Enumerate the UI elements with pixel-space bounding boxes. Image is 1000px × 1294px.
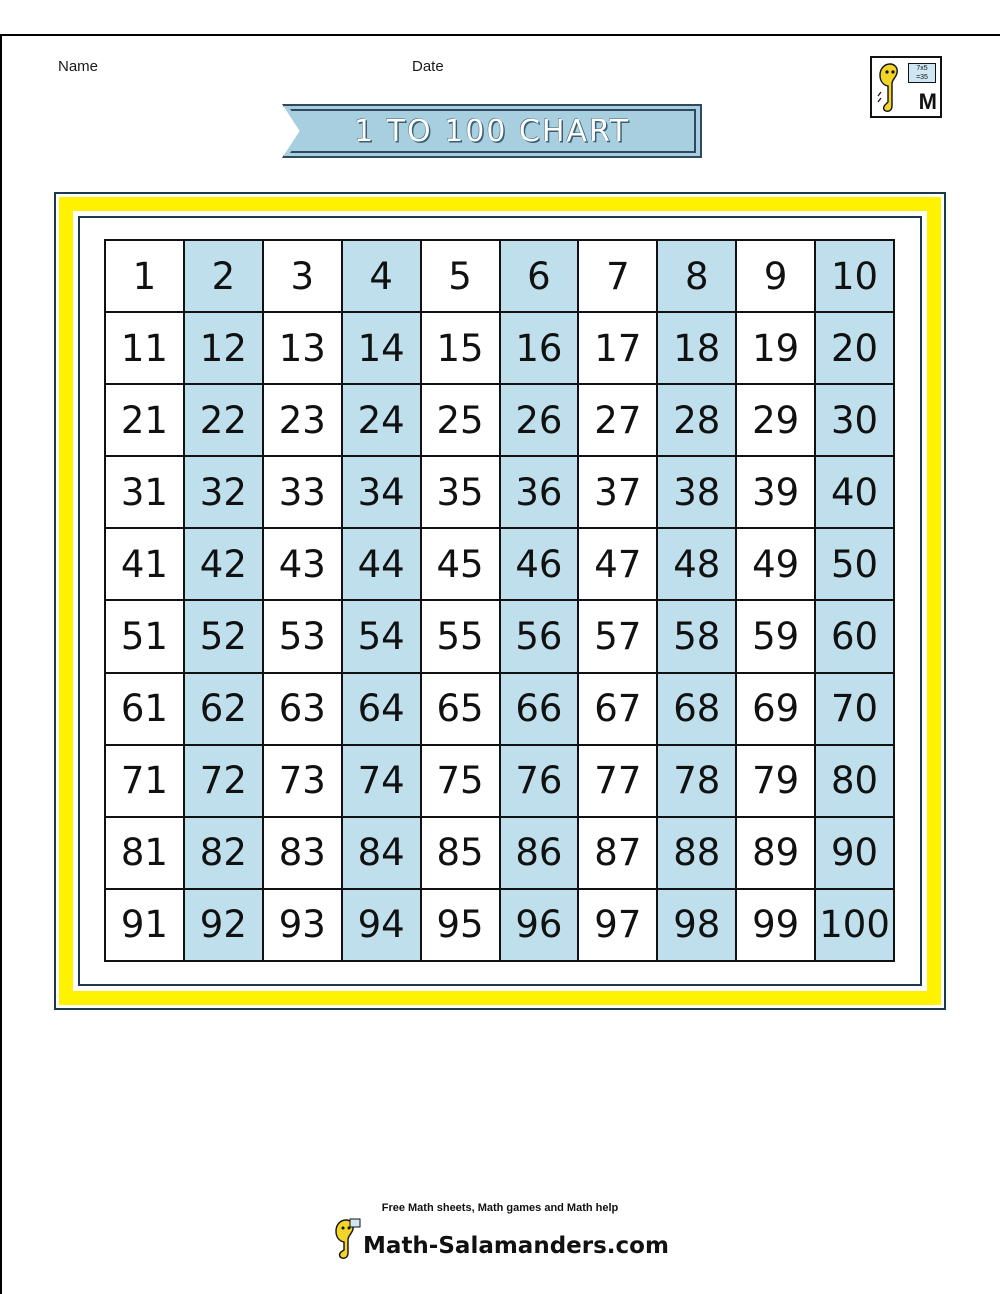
chart-cell: 58 (658, 601, 737, 673)
chart-cell: 27 (579, 385, 658, 457)
chart-cell: 67 (579, 674, 658, 746)
chart-cell: 5 (422, 241, 501, 313)
chart-cell: 88 (658, 818, 737, 890)
chart-cell: 18 (658, 313, 737, 385)
chart-cell: 57 (579, 601, 658, 673)
chart-cell: 35 (422, 457, 501, 529)
chart-cell: 65 (422, 674, 501, 746)
chart-cell: 17 (579, 313, 658, 385)
chart-cell: 55 (422, 601, 501, 673)
salamander-footer-icon (331, 1217, 361, 1261)
logo-badge (870, 56, 942, 118)
chart-cell: 29 (737, 385, 816, 457)
chart-cell: 94 (343, 890, 422, 962)
chart-cell: 86 (501, 818, 580, 890)
chart-cell: 70 (816, 674, 895, 746)
chart-cell: 71 (106, 746, 185, 818)
chart-cell: 89 (737, 818, 816, 890)
chart-cell: 60 (816, 601, 895, 673)
chart-cell: 16 (501, 313, 580, 385)
chart-cell: 98 (658, 890, 737, 962)
chart-cell: 13 (264, 313, 343, 385)
footer-tagline: Free Math sheets, Math games and Math help (381, 1202, 619, 1214)
chart-cell: 90 (816, 818, 895, 890)
chart-cell: 38 (658, 457, 737, 529)
title-banner (282, 104, 702, 158)
chart-cell: 11 (106, 313, 185, 385)
page-title: 1 TO 100 CHART (354, 113, 630, 149)
chart-cell: 64 (343, 674, 422, 746)
chart-cell: 96 (501, 890, 580, 962)
chart-cell: 92 (185, 890, 264, 962)
chart-cell: 50 (816, 529, 895, 601)
chart-cell: 20 (816, 313, 895, 385)
chart-cell: 99 (737, 890, 816, 962)
chart-cell: 23 (264, 385, 343, 457)
chart-cell: 25 (422, 385, 501, 457)
page-top-rule (0, 34, 1000, 36)
chart-cell: 19 (737, 313, 816, 385)
chart-cell: 26 (501, 385, 580, 457)
chart-cell: 69 (737, 674, 816, 746)
chart-cell: 1 (106, 241, 185, 313)
chart-cell: 15 (422, 313, 501, 385)
chart-cell: 75 (422, 746, 501, 818)
chart-cell: 28 (658, 385, 737, 457)
chart-cell: 6 (501, 241, 580, 313)
chart-cell: 36 (501, 457, 580, 529)
chart-cell: 82 (185, 818, 264, 890)
chart-cell: 48 (658, 529, 737, 601)
salamander-mascot-icon (877, 62, 903, 114)
chart-cell: 47 (579, 529, 658, 601)
chart-cell: 7 (579, 241, 658, 313)
chart-cell: 39 (737, 457, 816, 529)
chart-cell: 44 (343, 529, 422, 601)
footer-brand: Math-Salamanders.com (363, 1233, 669, 1259)
chart-cell: 42 (185, 529, 264, 601)
chart-cell: 51 (106, 601, 185, 673)
chart-cell: 30 (816, 385, 895, 457)
chart-cell: 54 (343, 601, 422, 673)
chart-cell: 12 (185, 313, 264, 385)
page-left-rule (0, 34, 2, 1294)
chart-cell: 22 (185, 385, 264, 457)
chart-cell: 97 (579, 890, 658, 962)
chart-cell: 59 (737, 601, 816, 673)
chart-cell: 32 (185, 457, 264, 529)
chart-cell: 93 (264, 890, 343, 962)
name-label: Name (58, 58, 99, 75)
chart-cell: 52 (185, 601, 264, 673)
chart-cell: 84 (343, 818, 422, 890)
chart-cell: 33 (264, 457, 343, 529)
chart-cell: 85 (422, 818, 501, 890)
footer-brand-row (331, 1215, 669, 1259)
chart-cell: 37 (579, 457, 658, 529)
brand-mark-icon: M (918, 89, 936, 114)
chalkboard-icon: 7x5 =35 (908, 63, 936, 83)
chart-cell: 73 (264, 746, 343, 818)
chart-cell: 95 (422, 890, 501, 962)
chart-cell: 31 (106, 457, 185, 529)
chart-cell: 14 (343, 313, 422, 385)
chart-cell: 9 (737, 241, 816, 313)
chart-cell: 46 (501, 529, 580, 601)
chart-cell: 40 (816, 457, 895, 529)
chart-cell: 53 (264, 601, 343, 673)
chart-cell: 81 (106, 818, 185, 890)
chart-cell: 100 (816, 890, 895, 962)
chart-cell: 43 (264, 529, 343, 601)
worksheet-footer (0, 1202, 1000, 1264)
chart-cell: 72 (185, 746, 264, 818)
chart-cell: 63 (264, 674, 343, 746)
chart-cell: 34 (343, 457, 422, 529)
chart-cell: 24 (343, 385, 422, 457)
chart-cell: 78 (658, 746, 737, 818)
date-label: Date (412, 58, 444, 75)
chart-cell: 61 (106, 674, 185, 746)
chart-cell: 62 (185, 674, 264, 746)
chart-cell: 80 (816, 746, 895, 818)
chart-cell: 87 (579, 818, 658, 890)
chart-cell: 8 (658, 241, 737, 313)
chart-cell: 91 (106, 890, 185, 962)
chart-cell: 74 (343, 746, 422, 818)
chart-cell: 68 (658, 674, 737, 746)
chart-cell: 76 (501, 746, 580, 818)
chart-cell: 3 (264, 241, 343, 313)
hundred-chart-grid (104, 239, 895, 962)
chart-cell: 49 (737, 529, 816, 601)
chart-cell: 2 (185, 241, 264, 313)
chart-cell: 10 (816, 241, 895, 313)
chart-cell: 4 (343, 241, 422, 313)
chart-cell: 83 (264, 818, 343, 890)
chart-cell: 77 (579, 746, 658, 818)
chart-cell: 45 (422, 529, 501, 601)
chart-cell: 56 (501, 601, 580, 673)
chart-cell: 79 (737, 746, 816, 818)
chart-cell: 66 (501, 674, 580, 746)
chart-cell: 21 (106, 385, 185, 457)
chart-cell: 41 (106, 529, 185, 601)
